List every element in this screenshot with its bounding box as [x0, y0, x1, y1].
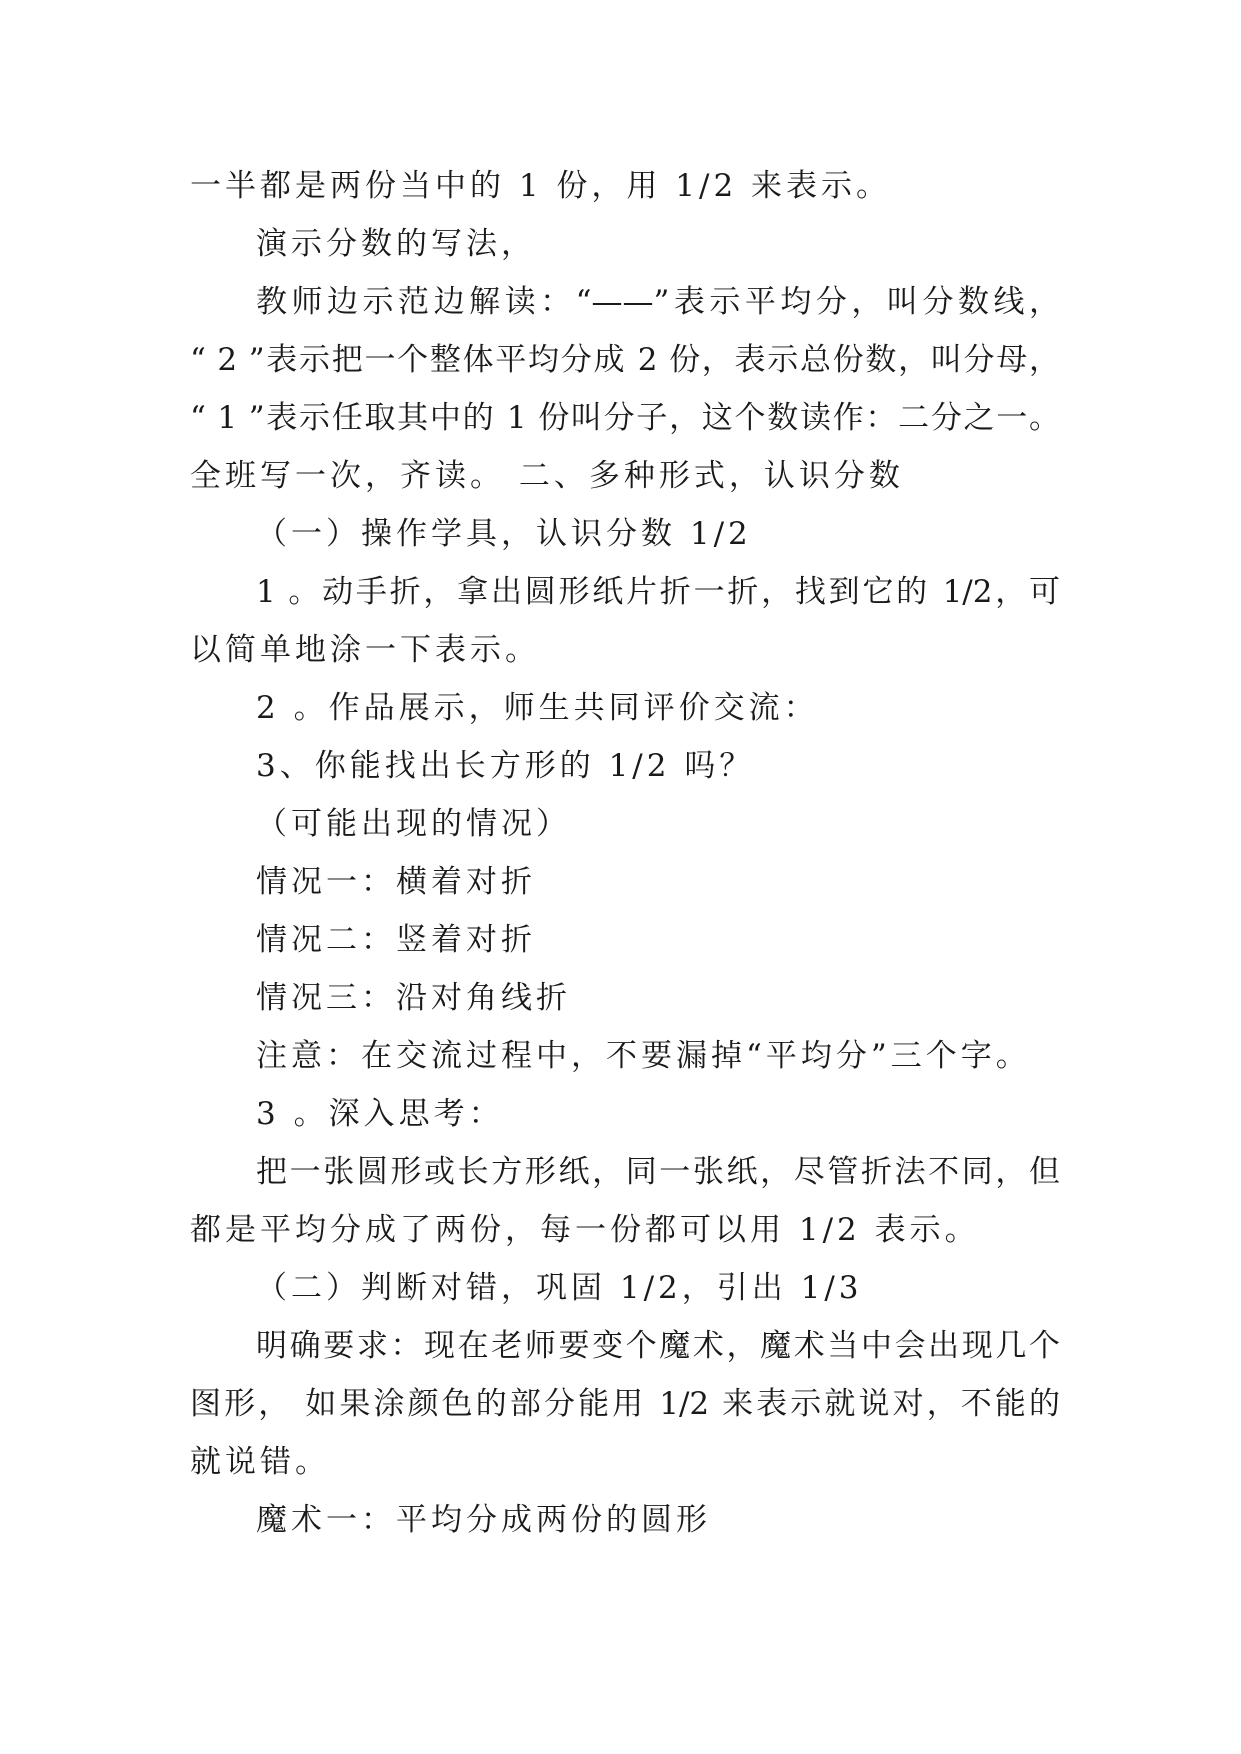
- text-line: 3、你能找出长方形的 1/2 吗？: [256, 748, 755, 784]
- text-line: 3 。深入思考：: [256, 1096, 504, 1132]
- text-line: 明确要求：现在老师要变个魔术，魔术当中会出现几个: [256, 1328, 1060, 1364]
- text-line: 情况三：沿对角线折: [256, 980, 571, 1016]
- text-line: 教师边示范边解读：“——”表示平均分，叫分数线，: [256, 284, 1060, 320]
- text-line: 情况二：竖着对折: [256, 922, 536, 958]
- text-line: 都是平均分成了两份，每一份都可以用 1/2 表示。: [190, 1212, 980, 1248]
- text-line: 情况一：横着对折: [256, 864, 536, 900]
- text-line: 演示分数的写法，: [256, 226, 536, 262]
- text-line: “ 1 ”表示任取其中的 1 份叫分子，这个数读作：二分之一。: [190, 400, 1060, 436]
- text-line: 把一张圆形或长方形纸，同一张纸，尽管折法不同，但: [256, 1154, 1060, 1190]
- section-heading: （二）判断对错，巩固 1/2，引出 1/3: [256, 1270, 863, 1306]
- text-line: 以简单地涂一下表示。: [190, 632, 540, 668]
- section-heading: （一）操作学具，认识分数 1/2: [256, 516, 752, 552]
- text-line: 全班写一次，齐读。 二、多种形式，认识分数: [190, 458, 904, 494]
- text-line: 1 。动手折，拿出圆形纸片折一折，找到它的 1/2，可: [256, 574, 1060, 610]
- text-line: “ 2 ”表示把一个整体平均分成 2 份，表示总份数，叫分母，: [190, 342, 1060, 378]
- text-line: 魔术一：平均分成两份的圆形: [256, 1502, 711, 1538]
- text-line: 图形， 如果涂颜色的部分能用 1/2 来表示就说对，不能的: [190, 1386, 1060, 1422]
- text-line: 一半都是两份当中的 1 份，用 1/2 来表示。: [190, 168, 892, 204]
- text-line: （可能出现的情况）: [256, 806, 571, 842]
- text-line: 2 。作品展示，师生共同评价交流：: [256, 690, 819, 726]
- text-line: 注意：在交流过程中，不要漏掉“平均分”三个字。: [256, 1038, 1031, 1074]
- text-line: 就说错。: [190, 1444, 330, 1480]
